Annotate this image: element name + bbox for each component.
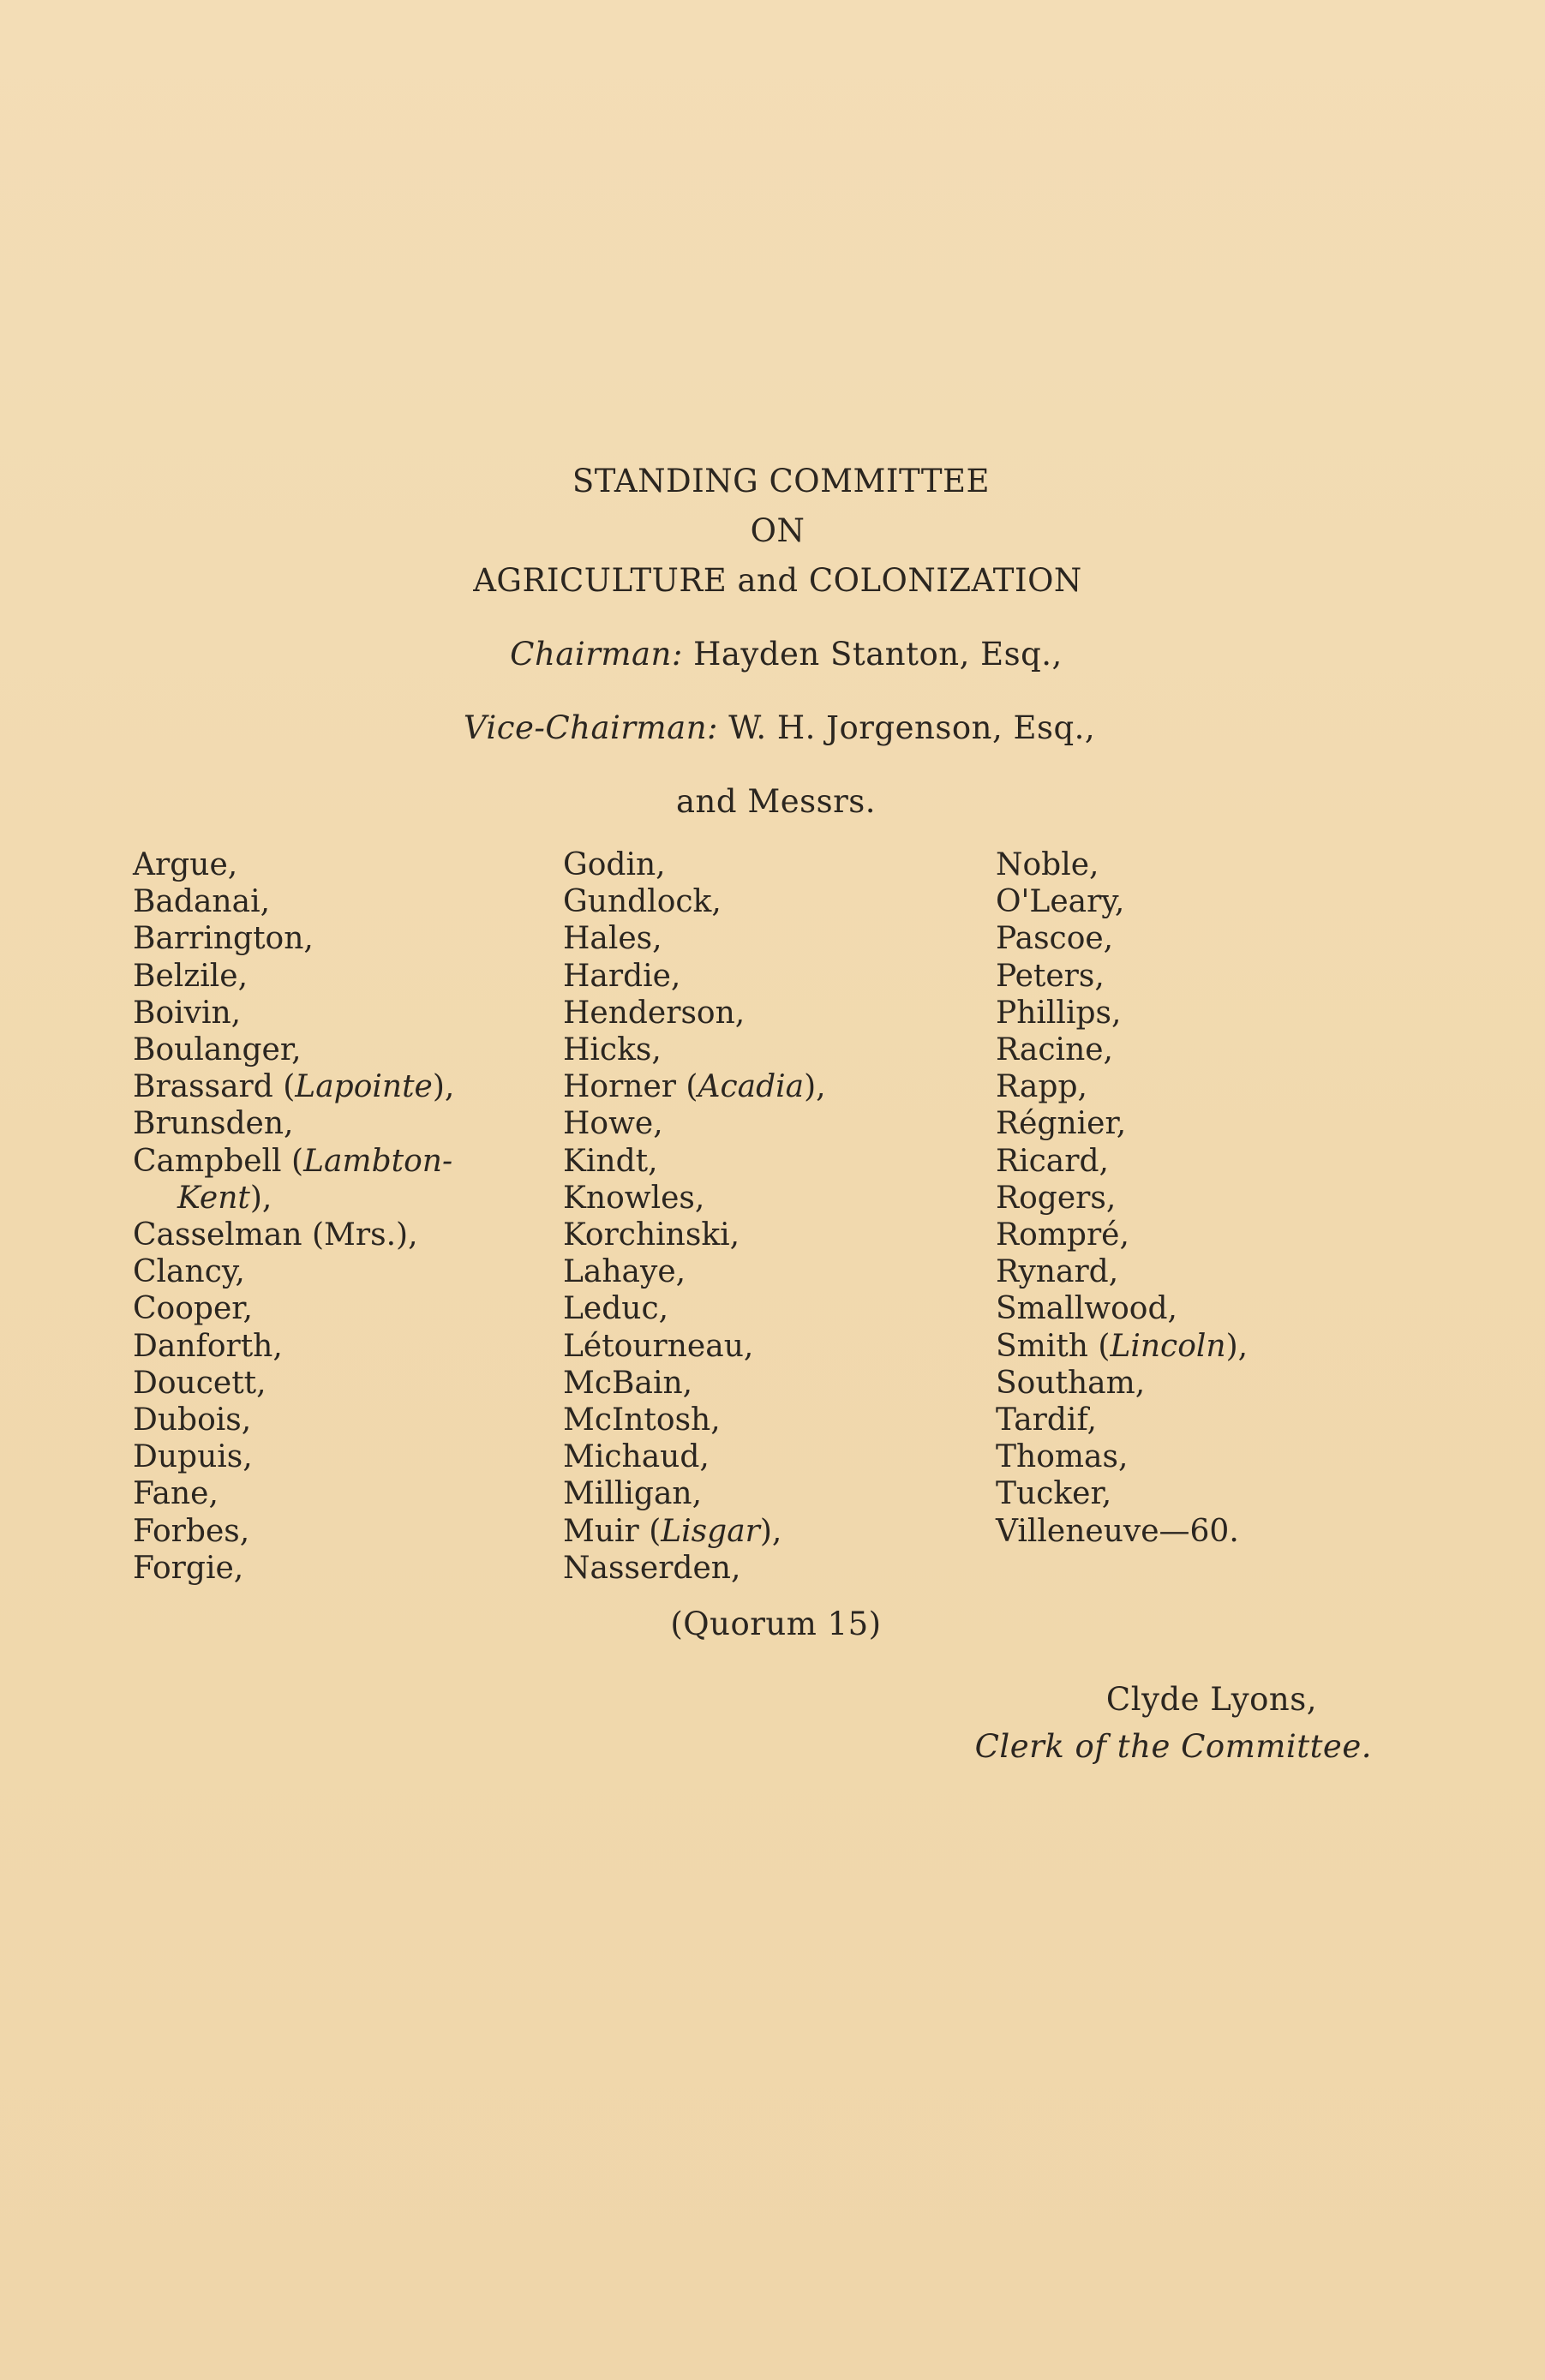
member-name: Milligan, xyxy=(563,1476,703,1512)
member-punct: ), xyxy=(759,1513,782,1549)
member-item xyxy=(996,1105,1248,1142)
member-item xyxy=(996,1253,1248,1290)
member-item xyxy=(563,1143,826,1180)
member-name: Fane, xyxy=(133,1476,219,1512)
vice-chairman-line xyxy=(7,709,1545,746)
member-item xyxy=(996,1513,1248,1550)
member-riding: Lincoln xyxy=(1110,1328,1226,1364)
member-item xyxy=(563,1253,826,1290)
member-item xyxy=(133,1068,454,1105)
member-name: Rogers, xyxy=(996,1180,1117,1216)
member-riding: Kent xyxy=(177,1180,250,1216)
member-name: Michaud, xyxy=(563,1439,710,1475)
member-item xyxy=(996,1068,1248,1105)
member-name: Henderson, xyxy=(563,995,746,1031)
member-item xyxy=(133,958,454,995)
member-name: Villeneuve—60. xyxy=(996,1513,1239,1549)
member-name: Rynard, xyxy=(996,1254,1119,1290)
member-item xyxy=(563,1475,826,1512)
committee-heading-line1: STANDING COMMITTEE xyxy=(572,463,991,499)
member-name: Forgie, xyxy=(133,1550,244,1586)
member-name: Casselman (Mrs.), xyxy=(133,1217,418,1253)
member-item xyxy=(133,1143,454,1180)
members-column-1 xyxy=(133,846,454,1587)
member-punct: ), xyxy=(432,1069,455,1105)
member-name: Hales, xyxy=(563,921,662,957)
member-item xyxy=(563,1217,826,1253)
member-item xyxy=(996,1143,1248,1180)
member-name: Rapp, xyxy=(996,1069,1087,1105)
member-name: Barrington, xyxy=(133,921,314,957)
member-name: O'Leary, xyxy=(996,884,1125,920)
member-item xyxy=(563,995,826,1032)
member-item xyxy=(133,1438,454,1475)
member-item xyxy=(133,1550,454,1587)
member-item xyxy=(133,995,454,1032)
member-item xyxy=(563,1068,826,1105)
member-riding: Lapointe xyxy=(295,1069,433,1105)
member-item xyxy=(563,920,826,957)
member-item xyxy=(996,846,1248,883)
member-punct: ), xyxy=(804,1069,826,1105)
member-item xyxy=(996,883,1248,920)
member-name: Phillips, xyxy=(996,995,1122,1031)
member-name: Nasserden, xyxy=(563,1550,741,1586)
member-name: Doucett, xyxy=(133,1365,266,1401)
member-name: Godin, xyxy=(563,847,666,882)
member-name: Leduc, xyxy=(563,1291,669,1327)
clerk-title xyxy=(975,1728,1372,1765)
member-name: Peters, xyxy=(996,958,1105,994)
member-item xyxy=(133,883,454,920)
member-name: McBain, xyxy=(563,1365,693,1401)
member-item xyxy=(133,1217,454,1253)
vice-chairman-name: W. H. Jorgenson, Esq., xyxy=(728,709,1096,746)
member-item xyxy=(996,1475,1248,1512)
committee-heading-line2: ON xyxy=(750,512,805,549)
member-item xyxy=(133,1290,454,1327)
member-item xyxy=(133,1105,454,1142)
member-name: Dupuis, xyxy=(133,1439,253,1475)
member-item xyxy=(133,846,454,883)
member-item xyxy=(996,1365,1248,1402)
member-name: Pascoe, xyxy=(996,921,1114,957)
member-name: Knowles, xyxy=(563,1180,705,1216)
member-name: Tardif, xyxy=(996,1402,1097,1438)
member-name: Boulanger, xyxy=(133,1032,302,1068)
member-name: Cooper, xyxy=(133,1291,253,1327)
member-name: Régnier, xyxy=(996,1106,1127,1142)
member-name: Smith ( xyxy=(996,1328,1111,1364)
member-item xyxy=(996,1217,1248,1253)
member-name: Brassard ( xyxy=(133,1069,296,1105)
member-name: Ricard, xyxy=(996,1143,1109,1179)
member-name: Dubois, xyxy=(133,1402,252,1438)
member-item xyxy=(133,1032,454,1068)
member-name: Lahaye, xyxy=(563,1254,686,1290)
member-name: Argue, xyxy=(133,847,238,882)
member-name: Tucker, xyxy=(996,1476,1112,1512)
member-item xyxy=(563,1105,826,1142)
member-item xyxy=(563,883,826,920)
member-item xyxy=(133,1513,454,1550)
member-name: Racine, xyxy=(996,1032,1114,1068)
member-item xyxy=(563,1438,826,1475)
clerk-title-text: Clerk of the Committee. xyxy=(974,1728,1372,1765)
member-name: Létourneau, xyxy=(563,1328,754,1364)
member-item xyxy=(996,920,1248,957)
member-item xyxy=(563,1550,826,1587)
member-name: Horner ( xyxy=(563,1069,698,1105)
member-name: Howe, xyxy=(563,1106,663,1142)
member-item xyxy=(996,1438,1248,1475)
vice-chairman-label: Vice-Chairman: xyxy=(463,709,718,746)
member-item xyxy=(996,1180,1248,1217)
member-name: Hicks, xyxy=(563,1032,662,1068)
and-messrs: and Messrs. xyxy=(675,783,877,820)
member-item xyxy=(563,1032,826,1068)
member-item xyxy=(563,1328,826,1365)
member-name: Clancy, xyxy=(133,1254,245,1290)
member-name: Danforth, xyxy=(133,1328,283,1364)
member-item xyxy=(563,958,826,995)
quorum: (Quorum 15) xyxy=(670,1606,882,1642)
member-riding: Acadia xyxy=(698,1069,805,1105)
chairman-name: Hayden Stanton, Esq., xyxy=(693,636,1063,673)
member-item xyxy=(133,1475,454,1512)
member-item xyxy=(996,958,1248,995)
member-name: Korchinski, xyxy=(563,1217,740,1253)
member-item xyxy=(133,920,454,957)
member-item xyxy=(996,995,1248,1032)
member-name: Gundlock, xyxy=(563,884,722,920)
member-item xyxy=(996,1032,1248,1068)
committee-heading-line3: AGRICULTURE and COLONIZATION xyxy=(473,562,1082,599)
member-item xyxy=(133,1253,454,1290)
member-name: Smallwood, xyxy=(996,1291,1177,1327)
members-column-3 xyxy=(996,846,1248,1550)
member-name: Forbes, xyxy=(133,1513,250,1549)
member-name: Badanai, xyxy=(133,884,271,920)
member-item xyxy=(563,1365,826,1402)
member-item xyxy=(563,1402,826,1438)
member-item xyxy=(133,1402,454,1438)
member-item xyxy=(996,1328,1248,1365)
member-name: Thomas, xyxy=(996,1439,1129,1475)
member-item xyxy=(996,1402,1248,1438)
member-name: Belzile, xyxy=(133,958,249,994)
chairman-label: Chairman: xyxy=(510,636,683,673)
clerk-name: Clyde Lyons, xyxy=(1105,1681,1317,1718)
member-name: Southam, xyxy=(996,1365,1146,1401)
member-riding: Lambton- xyxy=(303,1143,453,1179)
member-name: Rompré, xyxy=(996,1217,1129,1253)
chairman-line xyxy=(14,636,1545,673)
member-item xyxy=(563,1513,826,1550)
member-name: Noble, xyxy=(996,847,1099,882)
member-item xyxy=(133,1328,454,1365)
member-name: Boivin, xyxy=(133,995,242,1031)
member-name: Hardie, xyxy=(563,958,681,994)
member-name: Muir ( xyxy=(563,1513,662,1549)
members-column-2 xyxy=(563,846,826,1587)
member-item xyxy=(563,846,826,883)
member-item xyxy=(563,1290,826,1327)
member-name: Campbell ( xyxy=(133,1143,304,1179)
member-punct: ), xyxy=(249,1180,272,1216)
member-riding: Lisgar xyxy=(661,1513,760,1549)
member-item xyxy=(133,1180,454,1217)
member-name: Brunsden, xyxy=(133,1106,294,1142)
member-item xyxy=(133,1365,454,1402)
member-punct: ), xyxy=(1225,1328,1249,1364)
member-item xyxy=(563,1180,826,1217)
member-item xyxy=(996,1290,1248,1327)
member-name: McIntosh, xyxy=(563,1402,721,1438)
member-name: Kindt, xyxy=(563,1143,658,1179)
